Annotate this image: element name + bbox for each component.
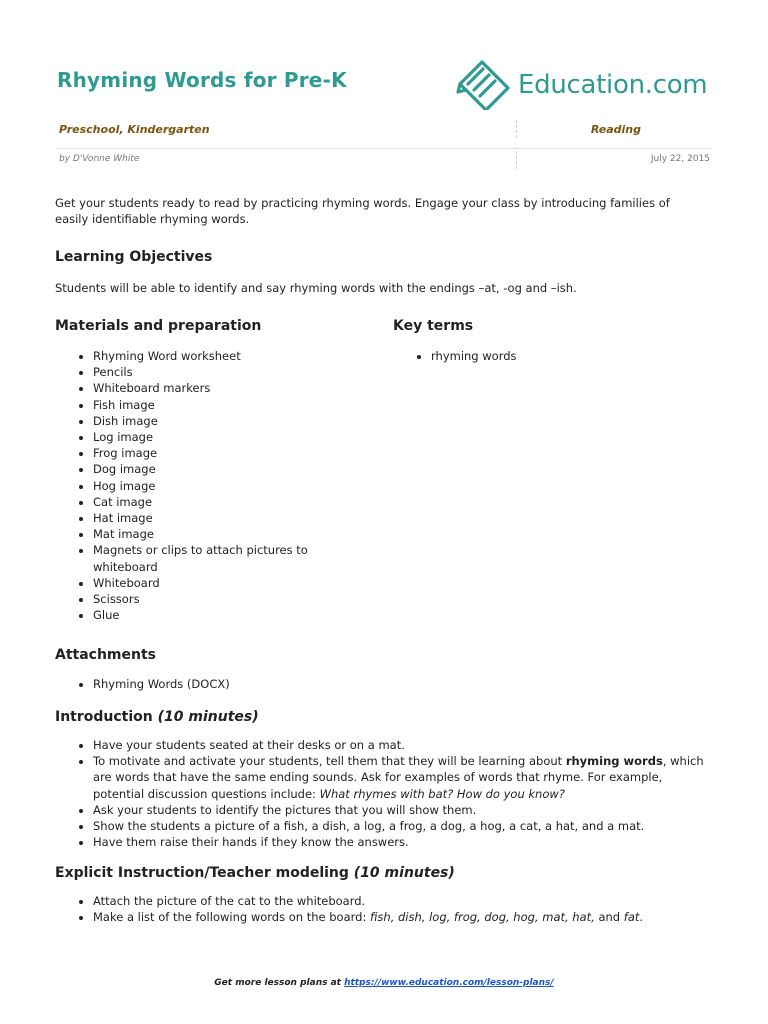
list-item: • Mat image	[93, 526, 393, 542]
list-item: • Whiteboard markers	[93, 380, 393, 396]
list-item: • Dish image	[93, 413, 393, 429]
list-item: • Hog image	[93, 478, 393, 494]
explicit-text-part: Make a list of the following words on the board:	[93, 909, 370, 924]
list-item: • Frog image	[93, 445, 393, 461]
explicit-text-part: .	[639, 909, 644, 924]
explicit-duration: (10 minutes)	[353, 864, 455, 881]
list-item: • Have them raise their hands if they know the answers.	[93, 834, 715, 850]
intro-text-part: , which are words that have the same ending sounds. Ask for examples of words that rhyme. For example, potential discussion questions include:	[93, 754, 704, 801]
list-item: • Scissors	[93, 591, 393, 607]
list-item: • Whiteboard	[93, 575, 393, 591]
footer-text: Get more lesson plans at	[214, 978, 345, 988]
introduction-heading-text: Introduction	[55, 708, 153, 725]
list-item: • Rhyming Word worksheet	[93, 348, 393, 364]
page-title: Rhyming Words for Pre-K	[57, 68, 347, 92]
introduction-list	[55, 737, 715, 850]
explicit-heading-text: Explicit Instruction/Teacher modeling	[55, 864, 349, 881]
list-item: • Dog image	[93, 461, 393, 477]
lesson-plans-link[interactable]: https://www.education.com/lesson-plans/	[344, 978, 554, 988]
list-item: • Ask your students to identify the pictures that you will show them.	[93, 802, 715, 818]
author-meta	[57, 151, 711, 171]
intro-bold-term: rhyming words	[565, 754, 663, 769]
list-item: • Hat image	[93, 510, 393, 526]
logo-text: Education.com	[518, 70, 708, 100]
list-item: • Magnets or clips to attach pictures to whiteboard	[93, 542, 393, 574]
objectives-text: Students will be able to identify and say rhyming words with the endings –at, -og and –ish.	[55, 280, 577, 295]
explicit-text-part: and	[594, 909, 624, 924]
education-logo[interactable]	[456, 56, 716, 112]
materials-heading: Materials and preparation	[55, 317, 262, 334]
intro-italic-question: What rhymes with bat? How do you know?	[319, 786, 565, 801]
keyterms-column	[393, 318, 693, 648]
date-label: July 22, 2015	[650, 154, 710, 164]
list-item: • Log image	[93, 429, 393, 445]
introduction-duration: (10 minutes)	[157, 708, 259, 725]
footer	[0, 978, 768, 988]
list-item: • Show the students a picture of a fish, a dish, a log, a frog, a dog, a hog, a cat, a hat, and a mat.	[93, 818, 715, 834]
meta-divider	[516, 151, 517, 169]
materials-keyterms-columns	[55, 318, 715, 648]
keyterms-heading: Key terms	[393, 317, 474, 334]
keyterms-list	[393, 348, 693, 364]
attachments-list	[55, 676, 715, 692]
list-item: • Cat image	[93, 494, 393, 510]
pencil-logo-icon	[456, 56, 514, 110]
list-item: • Have your students seated at their desks or on a mat.	[93, 737, 715, 753]
list-item: • rhyming words	[431, 348, 693, 364]
explicit-italic-words: fish, dish, log, frog, dog, hog, mat, hat,	[369, 909, 595, 924]
list-item: • Glue	[93, 607, 393, 623]
objectives-heading: Learning Objectives	[55, 249, 213, 266]
meta-divider	[516, 120, 517, 138]
list-item: • Attach the picture of the cat to the whiteboard.	[93, 893, 715, 909]
explicit-heading	[55, 865, 715, 881]
attachment-link[interactable]: • Rhyming Words (DOCX)	[93, 676, 715, 692]
subject-label: Reading	[590, 123, 641, 136]
lesson-content	[55, 195, 715, 925]
list-item	[93, 909, 715, 925]
author-label: by D'Vonne White	[59, 154, 140, 164]
lesson-meta	[57, 120, 711, 149]
attachments-heading: Attachments	[55, 647, 157, 664]
explicit-italic-word: fat	[623, 909, 640, 924]
introduction-heading	[55, 709, 715, 725]
materials-column	[55, 318, 393, 648]
intro-text-part: To motivate and activate your students, tell them that they will be learning about	[93, 754, 566, 769]
list-item	[93, 753, 715, 802]
explicit-list	[55, 893, 715, 925]
materials-list	[55, 348, 393, 623]
list-item: • Pencils	[93, 364, 393, 380]
intro-paragraph: Get your students ready to read by practicing rhyming words. Engage your class by introducing families of easily identifiable rhyming words.	[55, 196, 670, 227]
grades-label: Preschool, Kindergarten	[59, 123, 210, 136]
list-item: • Fish image	[93, 397, 393, 413]
